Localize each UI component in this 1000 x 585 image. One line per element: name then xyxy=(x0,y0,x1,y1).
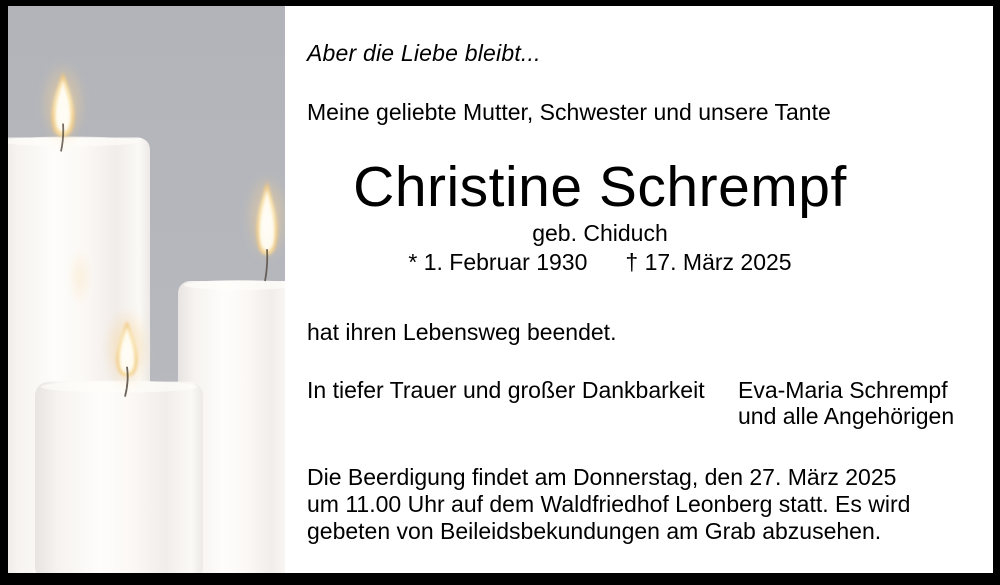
epigraph: Aber die Liebe bleibt... xyxy=(307,40,541,66)
salutation-line: Meine geliebte Mutter, Schwester und unsere Tante xyxy=(307,99,831,125)
candles-photo xyxy=(8,6,285,573)
death-date: † 17. März 2025 xyxy=(625,249,792,276)
birth-date: * 1. Februar 1930 xyxy=(408,249,588,276)
life-dates xyxy=(307,250,893,275)
deceased-name: Christine Schrempf xyxy=(353,155,847,219)
life-statement: hat ihren Lebensweg beendet. xyxy=(307,319,617,345)
notice-text-area xyxy=(285,6,993,573)
funeral-details-line: gebeten von Beileidsbekundungen am Grab abzusehen. xyxy=(307,518,882,544)
funeral-details xyxy=(307,464,910,545)
mourners-block xyxy=(738,377,954,429)
funeral-details-line: Die Beerdigung findet am Donnerstag, den 27. März 2025 xyxy=(307,464,897,490)
mourner-name: Eva-Maria Schrempf xyxy=(738,377,948,403)
mourner-family: und alle Angehörigen xyxy=(738,403,955,429)
candles-illustration xyxy=(8,6,285,573)
deceased-header xyxy=(307,156,893,275)
mourning-label: In tiefer Trauer und großer Dankbarkeit xyxy=(307,377,705,403)
maiden-name: geb. Chiduch xyxy=(532,219,668,246)
funeral-details-line: um 11.00 Uhr auf dem Waldfriedhof Leonberg statt. Es wird xyxy=(307,491,911,517)
